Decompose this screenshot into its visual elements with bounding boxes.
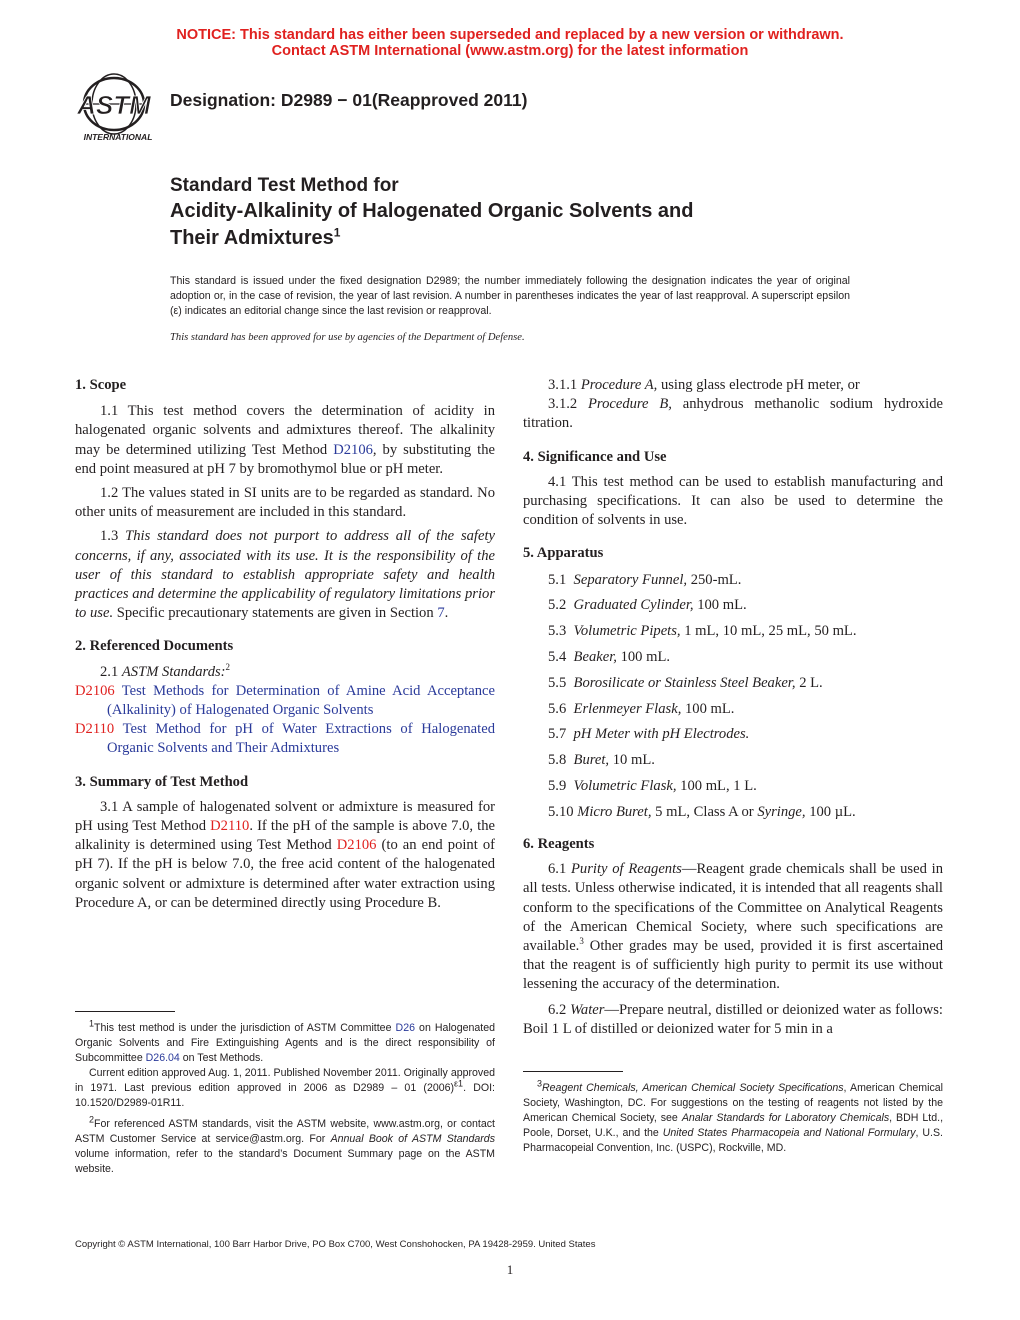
footnote-3-italic-1: Reagent Chemicals, American Chemical Society Specifications (542, 1082, 844, 1094)
apparatus-spec: 100 mL. (697, 597, 747, 614)
para-2-1 (75, 663, 495, 682)
apparatus-num: 5.8 (548, 752, 567, 769)
apparatus-num: 5.2 (548, 597, 567, 614)
apparatus-item (523, 596, 943, 615)
apparatus-5-10-name: Micro Buret, (577, 803, 652, 820)
section-4-heading: 4. Significance and Use (523, 448, 667, 465)
apparatus-num: 5.5 (548, 674, 567, 691)
section-6-heading: 6. Reagents (523, 836, 595, 852)
apparatus-name: Erlenmeyer Flask, (573, 700, 682, 717)
apparatus-num: 5.7 (548, 726, 567, 743)
apparatus-item (523, 777, 943, 796)
para-6-1-sup: 3 (579, 936, 584, 947)
para-3-1-1-italic: Procedure A, (580, 377, 658, 393)
apparatus-5-10-num: 5.10 (548, 803, 578, 820)
notice-line-2: Contact ASTM International (www.astm.org) for the latest information (271, 43, 749, 59)
apparatus-item (523, 725, 943, 744)
left-column (75, 376, 495, 913)
footnote-1-edition (75, 1066, 495, 1111)
para-6-1-text-b: Other grades may be used, provided it is first ascertained that the reagent is of sufficiently high purity to permit its use without lessening the accuracy of the determination. (523, 938, 943, 993)
intro-issued: This standard is issued under the fixed designation D2989; the number immediately following the designation indicates the year of original adoption or, in the case of revision, the year of last revision. A number in parentheses indicates the year of last reapproval. A superscript epsilon (ε) indicates an editorial change since the last revision or reapproval. (170, 275, 850, 317)
apparatus-item (523, 571, 943, 590)
link-d2106-2[interactable]: D2106 (336, 837, 377, 854)
para-3-1-2 (523, 395, 943, 433)
para-2-1-italic: ASTM Standards: (121, 663, 226, 680)
footnote-3-sup: 3 (537, 1078, 543, 1089)
para-6-2-italic: Water (570, 1001, 605, 1018)
apparatus-num: 5.3 (548, 623, 567, 640)
link-d26[interactable]: D26 (395, 1022, 415, 1034)
footnotes-right (523, 1078, 944, 1156)
section-2-heading: 2. Referenced Documents (75, 638, 234, 655)
para-6-1-text-a: —Reagent grade chemicals shall be used in all tests. Unless otherwise indicated, it is intended that all reagents shall conform to the specifications of the Committee on Analytical Reagents of the American Chemical Society, where such specifications are available. (523, 861, 943, 955)
apparatus-item (523, 622, 943, 641)
para-1-3 (75, 527, 495, 623)
ref-d2110-title[interactable]: Test Method for pH of Water Extractions of Halogenated Organic Solvents and Their Admixtures (107, 721, 495, 757)
apparatus-name: Borosilicate or Stainless Steel Beaker, (573, 674, 796, 691)
para-1-3-end: . (444, 605, 449, 622)
notice-line-1: NOTICE: This standard has either been superseded and replaced by a new version or withdrawn. (176, 27, 844, 43)
apparatus-num: 5.9 (548, 778, 567, 794)
logo-text: ASTM (77, 90, 151, 120)
astm-logo-icon (74, 72, 164, 144)
logo-subtext: INTERNATIONAL (83, 132, 153, 142)
apparatus-name: pH Meter with pH Electrodes. (573, 726, 750, 743)
para-1-3-italic: This standard does not purport to address all of the safety concerns, if any, associated with its use. It is the responsibility of the user of this standard to establish appropriate safety and health practices and determine the applicability of regulatory limitations prior to use. (75, 528, 495, 622)
para-3-1-1 (523, 376, 943, 395)
apparatus-name: Buret, (573, 752, 610, 769)
para-3-1-text-a: 3.1 A sample of halogenated solvent or admixture is measured for pH using Test Method (75, 798, 495, 835)
apparatus-item (523, 648, 943, 667)
apparatus-item (523, 700, 943, 719)
footnote-divider-right (523, 1071, 623, 1072)
para-6-1 (523, 860, 943, 994)
link-d2110[interactable]: D2110 (210, 818, 250, 835)
page-number: 1 (506, 1262, 514, 1277)
para-6-2-text: —Prepare neutral, distilled or deionized water as follows: Boil 1 L of distilled or deionized water for 5 min in a (523, 1001, 943, 1037)
para-6-1-italic: Purity of Reagents (571, 861, 682, 878)
apparatus-num: 5.4 (548, 649, 567, 666)
para-1-1 (75, 402, 495, 479)
title-line-3-text: Their Admixtures (170, 227, 334, 249)
footnote-3-italic-2: Analar Standards for Laboratory Chemicals (681, 1112, 890, 1124)
para-3-1-text-c: (to an end point of pH 7). If the pH is below 7.0, the free acid content of the halogenated organic solvent or admixture is determined after water extraction using Procedure A, or can be determined directly using Procedure B. (75, 837, 495, 911)
footnote-2-text-b: volume information, refer to the standard’s Document Summary page on the ASTM website. (75, 1148, 495, 1175)
para-3-1-2-num: 3.1.2 (548, 396, 589, 413)
apparatus-num: 5.1 (548, 571, 567, 588)
link-section-7[interactable]: 7 (437, 605, 445, 622)
para-4-1: 4.1 This test method can be used to establish manufacturing and purchasing specifications. It can also be used to determine the condition of solvents in use. (523, 473, 943, 529)
footnote-3 (523, 1078, 944, 1156)
apparatus-5-10-spec: 100 µL. (805, 803, 856, 820)
copyright: Copyright © ASTM International, 100 Barr Harbor Drive, PO Box C700, West Conshohocken, PA 19428-2959. United States (75, 1239, 596, 1250)
footnote-1-doi: . DOI: 10.1520/D2989-01R11. (75, 1082, 495, 1109)
footnote-2 (75, 1114, 495, 1177)
apparatus-name: Volumetric Flask, (573, 778, 677, 794)
para-2-1-num: 2.1 (100, 663, 122, 680)
title-line-1: Standard Test Method for (170, 175, 399, 196)
para-3-1-2-text: anhydrous methanolic sodium hydroxide titration. (523, 396, 943, 432)
para-3-1-1-num: 3.1.1 (548, 377, 581, 393)
apparatus-spec: 250-mL. (690, 571, 742, 588)
para-3-1-1-text: using glass electrode pH meter, or (657, 377, 860, 393)
footnote-1-text-b: on Halogenated Organic Solvents and Fire Extinguishing Agents and is the direct responsibility of Subcommittee (75, 1022, 495, 1064)
apparatus-item (523, 751, 943, 770)
para-1-3-text: Specific precautionary statements are given in Section (113, 605, 438, 622)
apparatus-spec: 100 mL. (685, 700, 735, 717)
apparatus-spec: 2 L. (799, 674, 823, 691)
apparatus-item-5-10 (523, 803, 943, 822)
intro-approved: This standard has been approved for use by agencies of the Department of Defense. (170, 332, 525, 343)
section-1-heading: 1. Scope (75, 377, 127, 393)
link-d2106[interactable]: D2106 (333, 441, 373, 458)
apparatus-list (523, 571, 943, 797)
footnote-3-text-b: , BDH Ltd., Poole, Dorset, U.K., and the (523, 1112, 944, 1139)
para-3-1-text-b: . If the pH of the sample is above 7.0, the alkalinity is determined using Test Method (75, 818, 496, 854)
para-1-1-text-a: 1.1 This test method covers the determination of acidity in halogenated organic solvents and admixtures thereof. The alkalinity may be determined utilizing Test Method (75, 403, 495, 458)
title-line-2: Acidity-Alkalinity of Halogenated Organic Solvents and (170, 200, 694, 222)
para-1-1-text-b: , by substituting the end point measured at pH 7 by bromothymol blue or pH meter. (75, 441, 495, 477)
footnote-3-text-a: , American Chemical Society, Washington, DC. For suggestions on the testing of reagents not listed by the American Chemical Society, see (523, 1082, 943, 1124)
apparatus-spec: 100 mL, 1 L. (680, 778, 757, 794)
para-3-1-2-italic: Procedure B, (588, 396, 672, 413)
para-6-2-num: 6.2 (548, 1001, 571, 1018)
footnote-3-text-c: , U.S. Pharmacopeial Convention, Inc. (USPC), Rockville, MD. (523, 1127, 943, 1154)
title-footnote-ref: 1 (333, 225, 341, 240)
apparatus-num: 5.6 (548, 700, 567, 717)
footnote-2-text-a: For referenced ASTM standards, visit the ASTM website, www.astm.org, or contact ASTM Customer Service at service@astm.org. For (75, 1118, 495, 1145)
para-1-3-num: 1.3 (100, 528, 126, 545)
para-1-2: 1.2 The values stated in SI units are to be regarded as standard. No other units of measurement are included in this standard. (75, 485, 495, 521)
footnote-2-italic: Annual Book of ASTM Standards (330, 1133, 495, 1145)
footnote-2-sup: 2 (89, 1114, 95, 1125)
ref-d2106-code[interactable]: D2106 (75, 682, 115, 699)
para-6-1-num: 6.1 (548, 861, 571, 878)
apparatus-name: Beaker, (573, 649, 617, 666)
footnote-1-text-a: This test method is under the jurisdiction of ASTM Committee (94, 1022, 396, 1034)
ref-d2110 (75, 720, 495, 758)
apparatus-name: Volumetric Pipets, (573, 623, 681, 640)
apparatus-spec: 10 mL. (612, 752, 655, 769)
footnote-1-epsilon: ε1 (454, 1078, 464, 1089)
footnote-divider-left (75, 1011, 175, 1012)
right-column (523, 376, 943, 1039)
ref-d2110-code[interactable]: D2110 (75, 721, 115, 738)
astm-logo (74, 72, 164, 144)
link-d26-04[interactable]: D26.04 (145, 1052, 180, 1064)
ref-d2106 (75, 682, 495, 720)
para-3-1 (75, 798, 495, 913)
apparatus-5-10-syringe: Syringe, (757, 803, 806, 820)
apparatus-item (523, 674, 943, 693)
apparatus-name: Graduated Cylinder, (573, 597, 694, 614)
para-2-1-sup: 2 (225, 661, 231, 672)
footnotes-left (75, 1018, 495, 1177)
apparatus-spec: 1 mL, 10 mL, 25 mL, 50 mL. (684, 623, 857, 640)
apparatus-5-10-text: 5 mL, Class A or (651, 803, 758, 820)
title-line-3 (170, 227, 340, 250)
para-6-2 (523, 1001, 943, 1039)
footnote-1-text-d: Current edition approved Aug. 1, 2011. Published November 2011. Originally approved in 1971. Last previous edition approved in 2006 as D2989 – 01 (2006) (75, 1067, 495, 1094)
ref-d2106-title[interactable]: Test Methods for Determination of Amine Acid Acceptance (Alkalinity) of Halogenated Organic Solvents (107, 682, 495, 719)
footnote-1-text-c: on Test Methods. (179, 1052, 264, 1064)
footnote-1 (75, 1018, 495, 1066)
section-5-heading: 5. Apparatus (523, 545, 604, 562)
footnote-3-italic-3: United States Pharmacopeia and National Formulary (662, 1127, 916, 1139)
footnote-1-sup: 1 (89, 1018, 95, 1029)
apparatus-name: Separatory Funnel, (573, 571, 688, 588)
designation: Designation: D2989 − 01(Reapproved 2011) (170, 90, 528, 110)
section-3-heading: 3. Summary of Test Method (75, 773, 249, 790)
apparatus-spec: 100 mL. (620, 649, 671, 666)
